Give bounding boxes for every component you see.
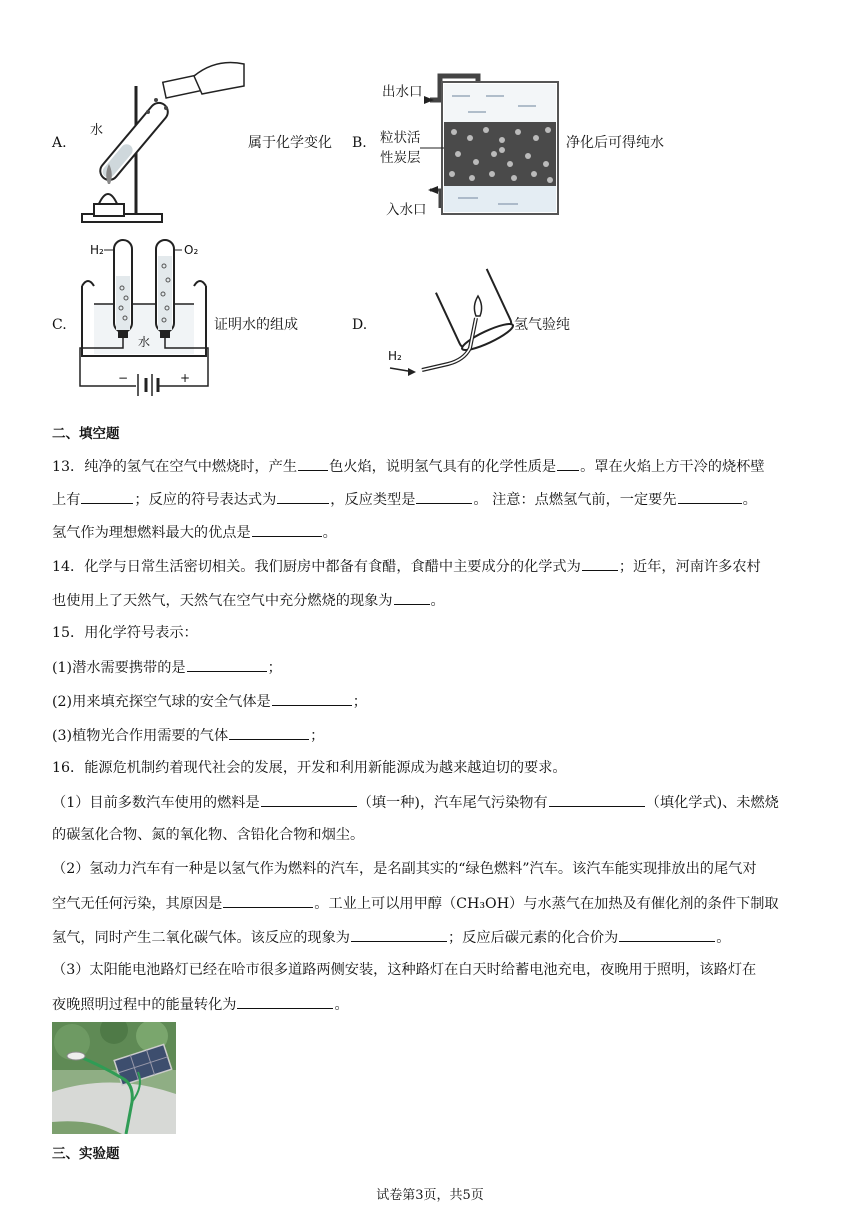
q16-blank-1[interactable] bbox=[261, 792, 357, 807]
q15-item-2: (2)用来填充探空气球的安全气体是 ； bbox=[52, 691, 367, 712]
option-d-caption: 氢气验纯 bbox=[514, 317, 570, 333]
plus-label: + bbox=[180, 371, 191, 385]
heating-water-apparatus-figure bbox=[76, 56, 246, 226]
q13-blank-2[interactable] bbox=[557, 456, 579, 471]
q16-part-3-line-1: （3）太阳能电池路灯已经在哈市很多道路两侧安装，这种路灯在白天时给蓄电池充电，夜晚用于照明，该路灯在 bbox=[52, 962, 757, 978]
option-a-caption: 属于化学变化 bbox=[248, 135, 332, 151]
page-footer: 试卷第3页，共5页 bbox=[376, 1188, 484, 1203]
q15-blank-3[interactable] bbox=[229, 725, 309, 740]
section-title-fill-in: 二、填空题 bbox=[52, 426, 120, 442]
q13-blank-3[interactable] bbox=[81, 489, 133, 504]
q16-part-2-line-1: （2）氢动力汽车有一种是以氢气作为燃料的汽车，是名副其实的“绿色燃料”汽车。该汽车能实现排放出的尾气对 bbox=[52, 861, 757, 877]
q16-blank-4[interactable] bbox=[351, 927, 447, 942]
q15-blank-2[interactable] bbox=[272, 691, 352, 706]
q15-item-3: (3)植物光合作用需要的气体 ； bbox=[52, 725, 324, 746]
option-c-letter: C. bbox=[52, 317, 67, 333]
q15-item-1: (1)潜水需要携带的是 ； bbox=[52, 657, 282, 678]
q14-blank-1[interactable] bbox=[582, 556, 618, 571]
q15-intro: 15．用化学符号表示： bbox=[52, 625, 198, 641]
q16-blank-3[interactable] bbox=[223, 893, 313, 908]
water-purifier-figure bbox=[378, 66, 566, 220]
option-b-caption: 净化后可得纯水 bbox=[566, 135, 664, 151]
h2-label-d: H₂ bbox=[388, 349, 402, 363]
q16-part-2-line-2: 空气无任何污染，其原因是 。工业上可以用甲醇（CH₃OH）与水蒸气在加热及有催化剂的条件下制取 bbox=[52, 893, 779, 914]
option-d-letter: D. bbox=[352, 317, 368, 333]
q16-part-1-line-2: 的碳氢化合物、氮的氧化物、含铅化合物和烟尘。 bbox=[52, 827, 365, 843]
inlet-label: 入水口 bbox=[386, 202, 427, 218]
carbon-label-2: 性炭层 bbox=[380, 150, 421, 166]
option-c-caption: 证明水的组成 bbox=[214, 317, 298, 333]
q13-blank-1[interactable] bbox=[298, 456, 328, 471]
q16-part-2-line-3: 氢气，同时产生二氧化碳气体。该反应的现象为 ；反应后碳元素的化合价为 。 bbox=[52, 927, 730, 948]
water-label-a: 水 bbox=[90, 123, 104, 138]
outlet-label: 出水口 bbox=[382, 84, 423, 100]
q16-intro: 16．能源危机制约着现代社会的发展，开发和利用新能源成为越来越迫切的要求。 bbox=[52, 760, 567, 776]
h2-label-c: H₂ bbox=[90, 243, 104, 257]
q13-blank-6[interactable] bbox=[678, 489, 742, 504]
q16-part-3-line-2: 夜晚照明过程中的能量转化为 。 bbox=[52, 994, 349, 1015]
q16-blank-6[interactable] bbox=[237, 994, 333, 1009]
q16-blank-5[interactable] bbox=[619, 927, 715, 942]
q14-blank-2[interactable] bbox=[394, 590, 430, 605]
q14-line-2: 也使用上了天然气，天然气在空气中充分燃烧的现象为 。 bbox=[52, 590, 445, 611]
q13-blank-4[interactable] bbox=[277, 489, 329, 504]
q16-part-1-line-1: （1）目前多数汽车使用的燃料是 （填一种)，汽车尾气污染物有 （填化学式)、未燃烧 bbox=[52, 792, 779, 813]
water-label-c: 水 bbox=[138, 335, 151, 349]
q14-line-1: 14．化学与日常生活密切相关。我们厨房中都备有食醋，食醋中主要成分的化学式为 ；近年，河南许多农村 bbox=[52, 556, 761, 577]
section-title-experiment: 三、实验题 bbox=[52, 1146, 120, 1162]
carbon-label-1: 粒状活 bbox=[380, 130, 421, 146]
option-a-letter: A. bbox=[52, 135, 67, 151]
q15-blank-1[interactable] bbox=[187, 657, 267, 672]
o2-label-c: O₂ bbox=[184, 243, 199, 257]
q13-line-1: 13．纯净的氢气在空气中燃烧时，产生 色火焰，说明氢气具有的化学性质是 。罩在火焰上方干冷的烧杯壁 bbox=[52, 456, 765, 477]
electrolysis-apparatus-figure bbox=[76, 236, 216, 396]
minus-label: − bbox=[118, 371, 129, 385]
option-b-letter: B. bbox=[352, 135, 367, 151]
q13-blank-7[interactable] bbox=[252, 522, 322, 537]
q13-line-3: 氢气作为理想燃料最大的优点是 。 bbox=[52, 522, 337, 543]
q13-line-2: 上有 ；反应的符号表达式为 ，反应类型是 。 注意：点燃氢气前，一定要先 。 bbox=[52, 489, 757, 510]
solar-street-light-photo bbox=[52, 1022, 176, 1134]
hydrogen-purity-test-figure bbox=[384, 268, 516, 378]
q13-blank-5[interactable] bbox=[416, 489, 472, 504]
q16-blank-2[interactable] bbox=[549, 792, 645, 807]
